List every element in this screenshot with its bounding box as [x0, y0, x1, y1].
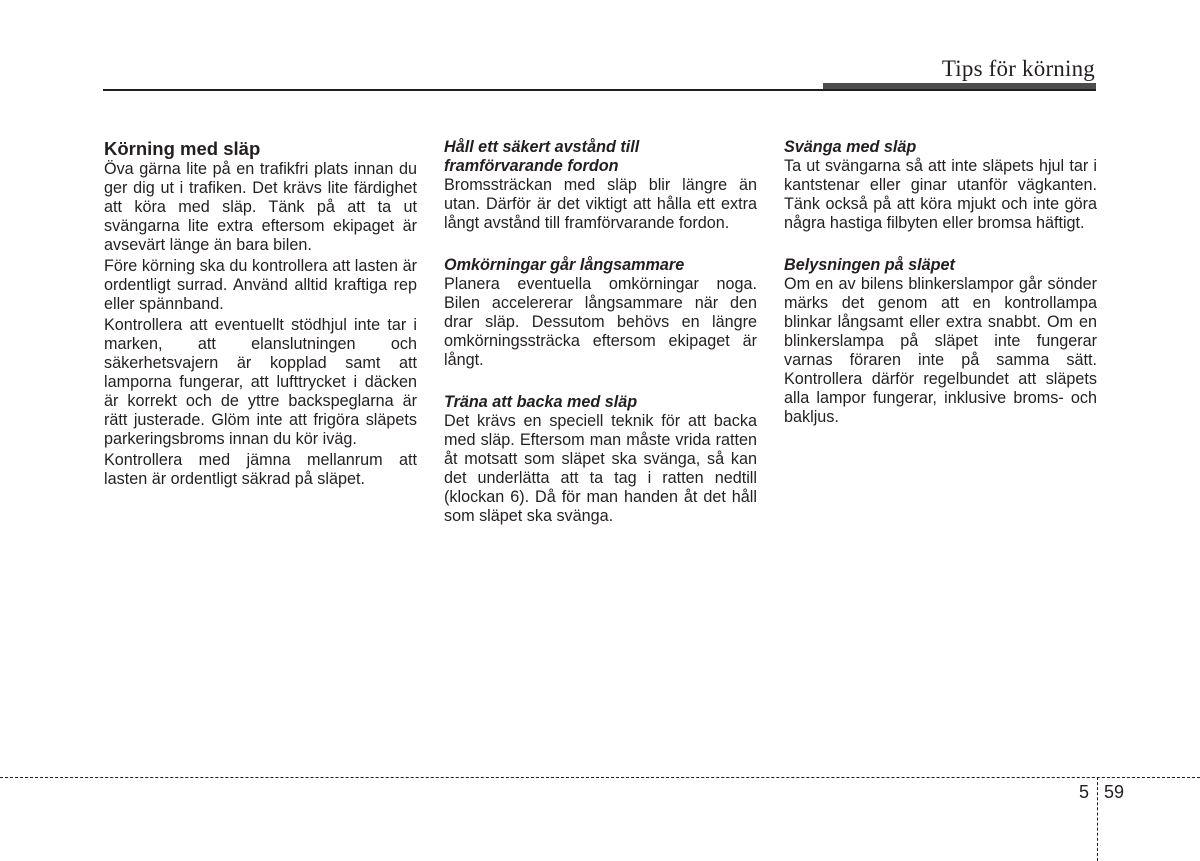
- paragraph: Kontrollera att eventuellt stödhjul inte tar i marken, att elanslutningen och säkerhetsvajern är kopplad samt att lamporna fungerar, att lufttrycket i däcken är korrekt och de yttre backspeglarna är rätt justerade. Glöm inte att frigöra släpets parkeringsbroms innan du kör iväg.: [104, 316, 417, 448]
- subsection-heading: Belysningen på släpet: [784, 256, 955, 274]
- footer-rule: [0, 777, 1200, 778]
- subsection: [784, 138, 1097, 233]
- subsection: [444, 138, 757, 233]
- subsection-heading: Träna att backa med släp: [444, 393, 638, 411]
- page-number: 59: [1104, 782, 1125, 802]
- subsection: [784, 256, 1097, 427]
- footer-divider: [1097, 777, 1098, 861]
- header-rule: [103, 89, 1096, 91]
- section-heading: Körning med släp: [104, 138, 261, 159]
- paragraph: Ta ut svängarna så att inte släpets hjul tar i kantstenar eller ginar utanför vägkanten. Tänk också på att köra mjukt och inte göra några hastiga filbyten eller bromsa häftigt.: [784, 157, 1097, 232]
- paragraph: Det krävs en speciell teknik för att backa med släp. Eftersom man måste vrida ratten åt motsatt som släpet ska svänga, så kan det underlätta att ta tag i ratten nedtill (klockan 6). Då för man handen åt det håll som släpet ska svänga.: [444, 412, 757, 525]
- chapter-number: 5: [1079, 782, 1090, 802]
- subsection-heading: Omkörningar går långsammare: [444, 256, 685, 274]
- paragraph: Om en av bilens blinkerslampor går sönder märks det genom att en kontrollampa blinkar långsamt eller extra snabbt. Om en blinkerslampa på släpet inte fungerar varnas föraren inte på samma sätt. Kontrollera därför regelbundet att släpets alla lampor fungerar, inklusive broms- och bakljus.: [784, 275, 1097, 426]
- subsection: [444, 393, 757, 526]
- subsection-heading: Svänga med släp: [784, 138, 917, 156]
- paragraph: Öva gärna lite på en trafikfri plats innan du ger dig ut i trafiken. Det krävs lite färdighet att köra med släp. Tänk på att ta ut svängarna lite extra eftersom ekipaget är avsevärt länge än bara bilen.: [104, 160, 417, 254]
- column-3: [784, 138, 1097, 450]
- subsection-heading: Håll ett säkert avstånd till framförvarande fordon: [444, 138, 640, 175]
- column-2: [444, 138, 757, 549]
- paragraph: Före körning ska du kontrollera att lasten är ordentligt surrad. Använd alltid kraftiga rep eller spännband.: [104, 257, 417, 313]
- paragraph: Kontrollera med jämna mellanrum att lasten är ordentligt säkrad på släpet.: [104, 451, 417, 488]
- column-1: [104, 138, 417, 491]
- page-header-title: Tips för körning: [941, 56, 1095, 81]
- paragraph: Bromssträckan med släp blir längre än utan. Därför är det viktigt att hålla ett extra långt avstånd till framförvarande fordon.: [444, 176, 757, 232]
- paragraph: Planera eventuella omkörningar noga. Bilen accelererar långsammare när den drar släp. Dessutom behövs en längre omkörningssträcka eftersom ekipaget är långt.: [444, 275, 757, 369]
- subsection: [444, 256, 757, 370]
